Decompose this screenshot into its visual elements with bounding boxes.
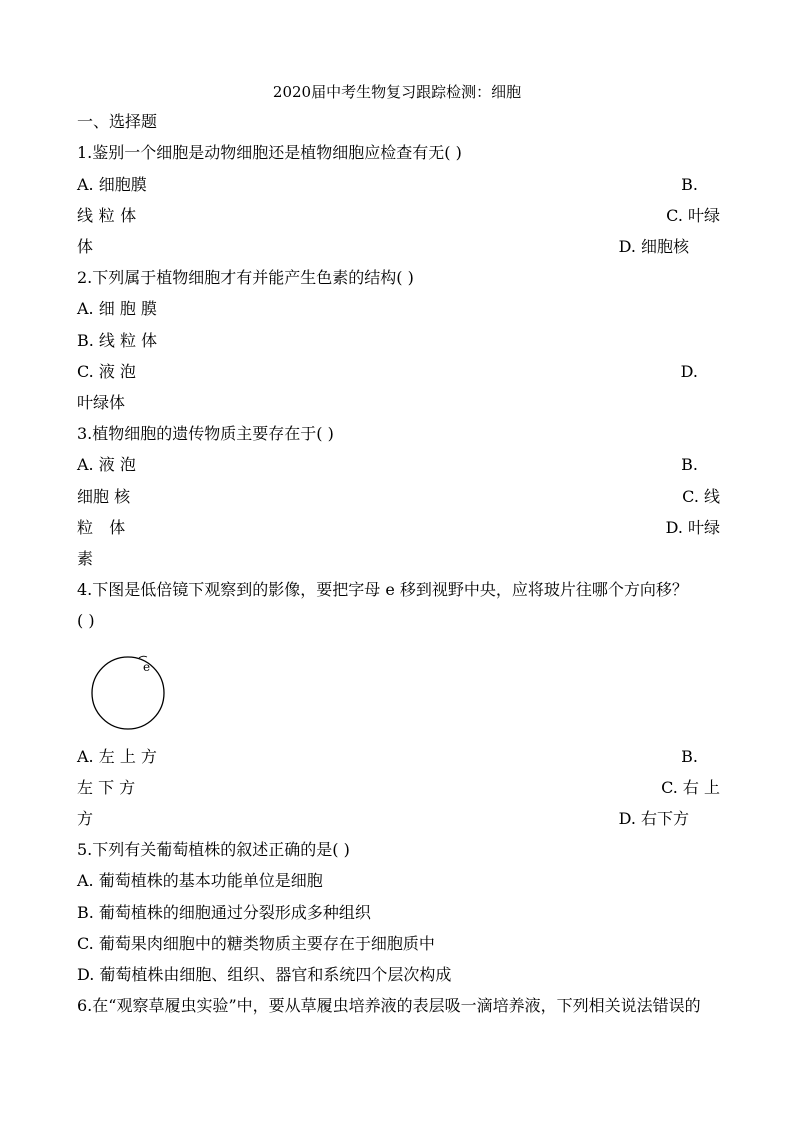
question-3-option-d: D. 叶绿 [665,518,720,537]
question-4-option-b-label: B. [681,747,698,766]
question-3-option-c: C. 线 [682,487,720,506]
question-3-option-c-tail: 粒 体 [77,518,131,537]
field-mark [139,656,147,658]
question-3-option-a: A. 液 泡 [77,455,136,474]
question-4-option-b-text: 左 下 方 [77,778,136,797]
question-2-option-c: C. 液 泡 [77,362,136,381]
question-2-option-b: B. 线 粒 体 [77,331,158,350]
microscope-field-figure [88,650,178,734]
question-1-option-a: A. 细胞膜 [77,175,147,194]
question-1-option-c: C. 叶绿 [666,206,720,225]
question-5-option-b: B. 葡萄植株的细胞通过分裂形成多种组织 [77,903,371,922]
field-of-view-circle [92,657,164,729]
question-1-option-d: D. 细胞核 [618,237,689,256]
question-3-row-2 [77,483,720,511]
question-3-row-1 [77,451,720,479]
question-4-option-c-tail: 方 [77,809,94,828]
question-4-row-1 [77,743,720,771]
question-1-stem: 1.鉴别一个细胞是动物细胞还是植物细胞应检查有无( ) [77,143,462,162]
question-2-option-d-label: D. [680,362,698,381]
question-4-row-2 [77,774,720,802]
question-6-stem: 6.在“观察草履虫实验”中，要从草履虫培养液的表层吸一滴培养液，下列相关说法错误的 [77,996,701,1015]
question-1-option-b-text: 线粒体 [77,206,142,225]
question-2-option-d-text: 叶绿体 [77,393,126,412]
question-1-option-b-label: B. [681,175,698,194]
question-4-option-d: D. 右下方 [618,809,689,828]
question-1-option-c-tail: 体 [77,237,94,256]
question-4-option-a: A. 左 上 方 [77,747,157,766]
question-2-stem: 2.下列属于植物细胞才有并能产生色素的结构( ) [77,268,414,287]
question-3-row-3 [77,514,720,542]
question-2-option-a: A. 细 胞 膜 [77,299,157,318]
question-2-row-c [77,358,720,386]
letter-e-label: e [143,660,151,674]
question-3-stem: 3.植物细胞的遗传物质主要存在于( ) [77,424,334,443]
question-1-row-1 [77,171,720,199]
section-heading: 一、选择题 [77,112,158,131]
question-5-option-d: D. 葡萄植株由细胞、组织、器官和系统四个层次构成 [77,965,452,984]
question-3-option-b-text: 细胞 核 [77,487,131,506]
question-1-row-3 [77,233,720,261]
question-3-option-b-label: B. [681,455,698,474]
question-5-stem: 5.下列有关葡萄植株的叙述正确的是( ) [77,840,350,859]
question-4-stem: 4.下图是低倍镜下观察到的影像，要把字母 e 移到视野中央，应将玻片往哪个方向移？ [77,580,688,599]
question-4-option-c: C. 右 上 [661,778,720,797]
document-title: 2020届中考生物复习跟踪检测：细胞 [272,83,522,101]
question-5-option-a: A. 葡萄植株的基本功能单位是细胞 [77,871,323,890]
question-3-option-d-tail: 素 [77,549,94,568]
question-4-answer-paren: ( ) [77,611,95,630]
question-1-row-2 [77,202,720,230]
question-4-row-3 [77,805,720,833]
question-5-option-c: C. 葡萄果肉细胞中的糖类物质主要存在于细胞质中 [77,934,435,953]
